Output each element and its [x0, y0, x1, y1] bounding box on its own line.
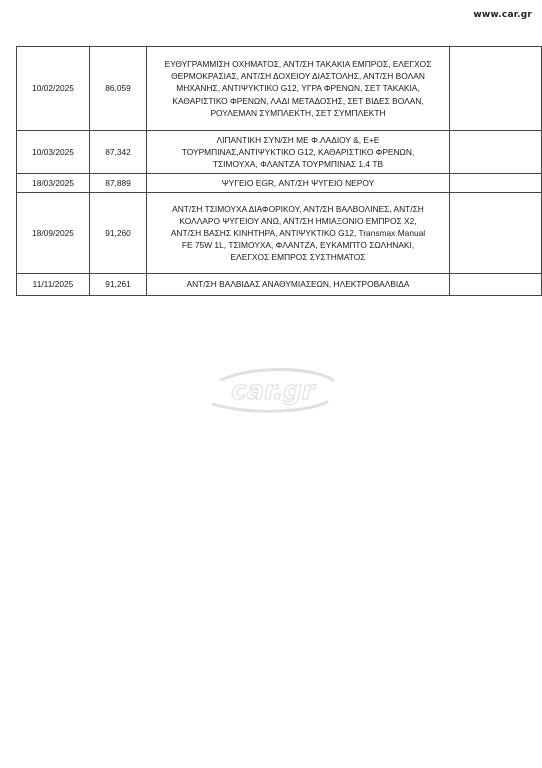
- work-line: ΑΝΤ/ΣΗ ΤΣΙΜΟΥΧΑ ΔΙΑΦΟΡΙΚΟΥ, ΑΝΤ/ΣΗ ΒΑΛΒΟΛΙΝΕΣ, ΑΝΤ/ΣΗ: [172, 203, 424, 214]
- work-line: ΚΑΘΑΡΙΣΤΙΚΟ ΦΡΕΝΩΝ, ΛΑΔΙ ΜΕΤΑΔΟΣΗΣ, ΣΕΤ ΒΙΔΕΣ ΒΟΛΑΝ,: [172, 95, 424, 106]
- work-line: ΘΕΡΜΟΚΡΑΣΙΑΣ, ΑΝΤ/ΣΗ ΔΟΧΕΙΟΥ ΔΙΑΣΤΟΛΗΣ, ΑΝΤ/ΣΗ ΒΟΛΑΝ: [171, 71, 425, 82]
- work-description-cell: [147, 193, 450, 274]
- work-line: FE 75W 1L, ΤΣΙΜΟΥΧΑ, ΦΛΑΝΤΖΑ, ΕΥΚΑΜΠΤΟ ΣΩΛΗΝΑΚΙ,: [181, 240, 415, 251]
- date-cell: 10/03/2025: [17, 131, 90, 174]
- notes-cell: [450, 131, 542, 174]
- work-description-cell: [147, 47, 450, 131]
- work-line: ΡΟΥΛΕΜΑΝ ΣΥΜΠΛΕΚΤΗ, ΣΕΤ ΣΥΜΠΛΕΚΤΗ: [210, 107, 386, 118]
- service-history-table: [16, 46, 542, 296]
- mileage-cell: 86,059: [90, 47, 147, 131]
- date-cell: 11/11/2025: [17, 274, 90, 296]
- notes-cell: [450, 274, 542, 296]
- work-description-cell: [147, 274, 450, 296]
- table-row: [17, 47, 542, 131]
- date-cell: 18/03/2025: [17, 174, 90, 193]
- date-cell: 10/02/2025: [17, 47, 90, 131]
- notes-cell: [450, 193, 542, 274]
- mileage-cell: 87,342: [90, 131, 147, 174]
- work-line: ΚΟΛΛΑΡΟ ΨΥΓΕΙΟΥ ΑΝΩ, ΑΝΤ/ΣΗ ΗΜΙΑΞΟΝΙΟ ΕΜΠΡΟΣ Χ2,: [179, 215, 417, 226]
- work-line: ΤΟΥΡΜΠΙΝΑΣ,ΑΝΤΙΨΥΚΤΙΚΟ G12, ΚΑΘΑΡΙΣΤΙΚΟ ΦΡΕΝΩΝ,: [181, 146, 415, 157]
- work-line: ΜΗΧΑΝΗΣ, ΑΝΤΙΨΥΚΤΙΚΟ G12, ΥΓΡΑ ΦΡΕΝΩΝ, ΣΕΤ ΤΑΚΑΚΙΑ,: [176, 83, 420, 94]
- notes-cell: [450, 47, 542, 131]
- table-row: [17, 274, 542, 296]
- table-row: [17, 193, 542, 274]
- work-description-cell: [147, 131, 450, 174]
- date-cell: 18/09/2025: [17, 193, 90, 274]
- work-line: ΑΝΤ/ΣΗ ΒΑΛΒΙΔΑΣ ΑΝΑΘΥΜΙΑΣΕΩΝ, ΗΛΕΚΤΡΟΒΑΛΒΙΔΑ: [186, 279, 410, 290]
- work-line: ΛΙΠΑΝΤΙΚΗ ΣΥΝ/ΣΗ ΜΕ Φ.ΛΑΔΙΟΥ &, Ε+Ε: [216, 134, 380, 145]
- work-description-cell: [147, 174, 450, 193]
- watermark-text: car.gr: [231, 376, 315, 406]
- site-logo: www.car.gr: [473, 10, 532, 20]
- mileage-cell: 91,261: [90, 274, 147, 296]
- work-line: ΕΥΘΥΓΡΑΜΜΙΣΗ ΟΧΗΜΑΤΟΣ, ΑΝΤ/ΣΗ ΤΑΚΑΚΙΑ ΕΜΠΡΟΣ, ΕΛΕΓΧΟΣ: [164, 59, 432, 70]
- work-line: ΨΥΓΕΙΟ EGR, ΑΝΤ/ΣΗ ΨΥΓΕΙΟ ΝΕΡΟΥ: [221, 177, 375, 188]
- work-line: ΑΝΤ/ΣΗ ΒΑΣΗΣ ΚΙΝΗΤΗΡΑ, ΑΝΤΙΨΥΚΤΙΚΟ G12, Transmax Manual: [170, 227, 426, 238]
- work-line: ΕΛΕΓΧΟΣ ΕΜΠΡΟΣ ΣΥΣΤΗΜΑΤΟΣ: [230, 252, 366, 263]
- mileage-cell: 91,260: [90, 193, 147, 274]
- mileage-cell: 87,889: [90, 174, 147, 193]
- notes-cell: [450, 174, 542, 193]
- table-row: [17, 174, 542, 193]
- table-row: [17, 131, 542, 174]
- car-gr-watermark: [203, 364, 343, 414]
- work-line: ΤΣΙΜΟΥΧΑ, ΦΛΑΝΤΖΑ ΤΟΥΡΜΠΙΝΑΣ 1.4 TB: [212, 159, 384, 170]
